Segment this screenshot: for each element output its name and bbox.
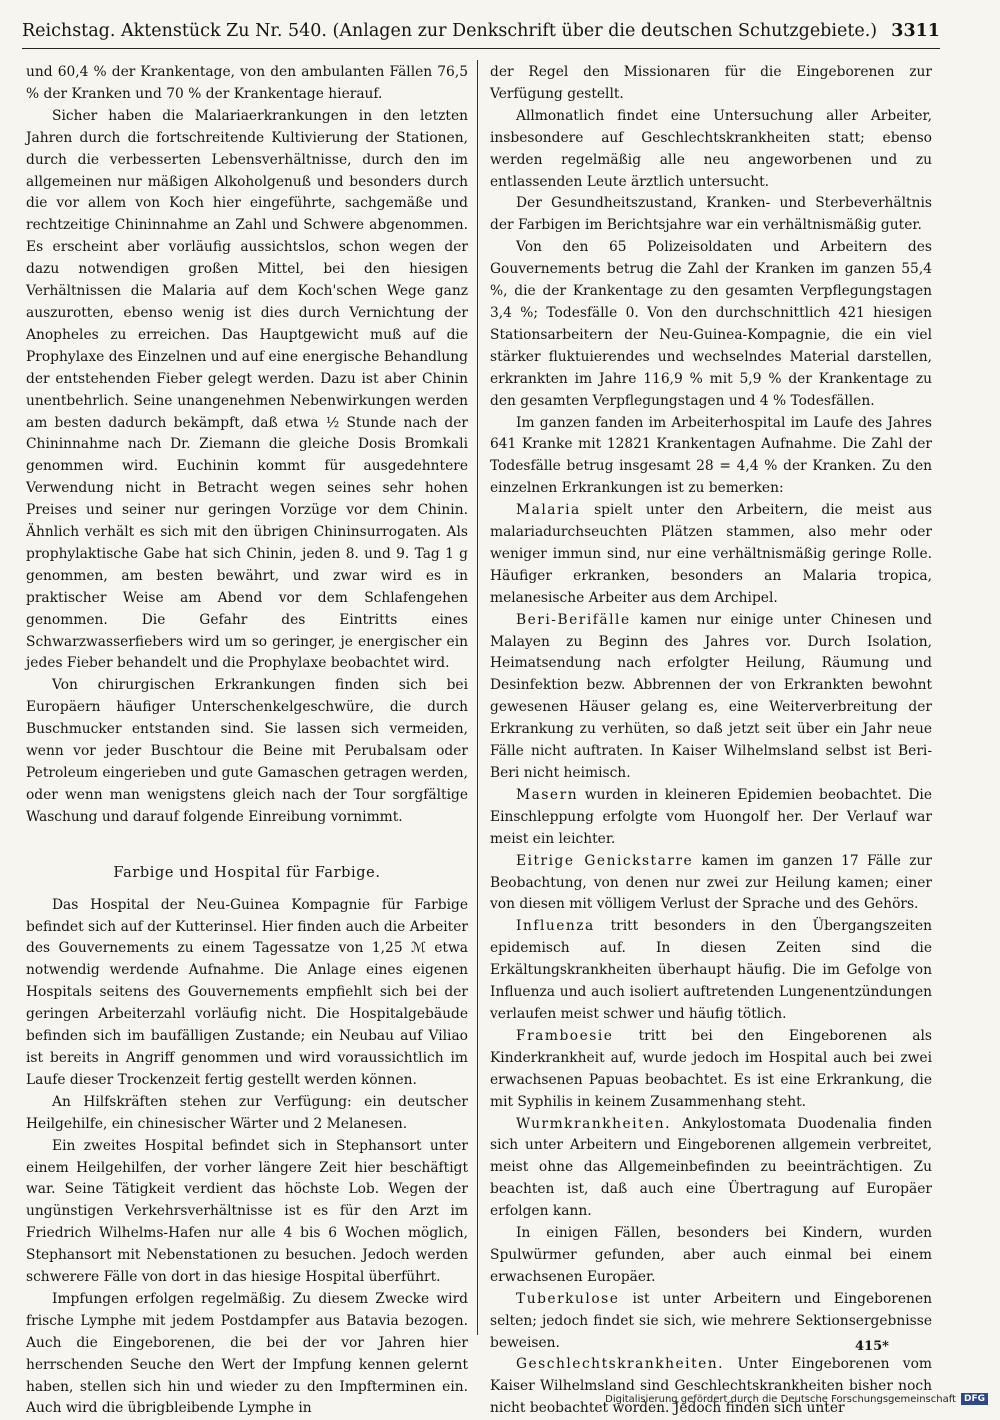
paragraph: Das Hospital der Neu-Guinea Kompagnie für Farbige befindet sich auf der Kutterinsel. Hier finden auch die Arbeiter des Gouvernements zu einem Tagessatze von 1,25 ℳ etwa notwendig werdende Aufnahme. Die Anlage eines eigenen Hospitals seitens des Gouvernements empfiehlt sich bei der geringen Arbeiterzahl vorläufig nicht. Die Hospitalgebäude befinden sich im baufälligen Zustande; ein Neubau auf Viliao ist bereits in Angriff genommen und wird voraussichtlich im Laufe dieser Trockenzeit fertig gestellt werden können. <box>26 896 468 1088</box>
dfg-logo-icon: DFG <box>961 1393 988 1405</box>
paragraph-wurm: Wurmkrankheiten. Ankylostomata Duodenalia finden sich unter Arbeitern und Eingeborenen allgemein verbreitet, meist ohne das Allgemeinbefinden zu beeinträchtigen. Zu beachten ist, daß auch eine Übertragung auf Europäer erfolgen kann. <box>490 1115 932 1220</box>
section-heading: Farbige und Hospital für Farbige. <box>113 864 381 881</box>
header-title: Reichstag. Aktenstück Zu Nr. 540. (Anlagen zur Denkschrift über die deutschen Schutzgebiete.) <box>22 21 878 41</box>
paragraph-genickstarre: Eitrige Genickstarre kamen im ganzen 17 Fälle zur Beobachtung, von denen nur zwei zur Heilung kamen; einer von diesen mit völligem Verlust der Sprache und des Gehörs. <box>490 852 933 913</box>
paragraph: In einigen Fällen, besonders bei Kindern, wurden Spulwürmer gefunden, aber auch einmal bei einem erwachsenen Europäer. <box>490 1225 932 1285</box>
term-genickstarre: Eitrige Genickstarre <box>516 852 694 869</box>
term-framboesie: Framboesie <box>516 1027 614 1044</box>
paragraph-masern: Masern wurden in kleineren Epidemien beobachtet. Die Einschleppung erfolgte vom Huongolf her. Der Verlauf war meist ein leichter. <box>490 786 932 847</box>
footer <box>605 1393 988 1405</box>
right-column <box>490 62 932 1420</box>
paragraph-framboesie: Framboesie tritt bei den Eingeborenen als Kinderkrankheit auf, wurde jedoch im Hospital auch bei zwei erwachsenen Papuas beobachtet. Es ist eine Erkrankung, die mit Syphilis in keinem Zusammenhang steht. <box>490 1027 932 1110</box>
paragraph: Sicher haben die Malariaerkrankungen in den letzten Jahren durch die fortschreitende Kultivierung der Stationen, durch die verbesserten Lebensverhältnisse, durch den im allgemeinen nur mäßigen Alkoholgenuß und besonders durch die vor allem von Koch hier eingeführte, sachgemäße und rechtzeitige Chininnahme an Zahl und Schwere abgenommen. Es erscheint aber vorläufig aussichtslos, schon wegen der dazu notwendigen großen Mittel, bei den hiesigen Verhältnissen die Malaria auf dem Koch'schen Wege ganz auszurotten, ebenso wenig ist dies durch Vernichtung der Anopheles zu erreichen. Das Hauptgewicht muß auf die Prophylaxe des Einzelnen und auf eine energische Behandlung der entstehenden Fieber gelegt werden. Dazu ist aber Chinin unentbehrlich. Seine unangenehmen Nebenwirkungen werden am besten dadurch bekämpft, daß etwa ½ Stunde nach der Chininnahme nach Dr. Ziemann die gleiche Dosis Bromkali genommen wird. Euchinin kommt für ausgedehntere Verwendung nicht in Betracht wegen seines sehr hohen Preises und seiner nur geringen Vorzüge vor dem Chinin. Ähnlich verhält es sich mit den übrigen Chininsurrogaten. Als prophylaktische Gabe hat sich Chinin, jeden 8. und 9. Tag 1 g genommen, am besten bewährt, und zwar wird es in praktischer Weise am Abend vor dem Schlafengehen genommen. Die Gefahr des Eintritts eines Schwarzwasserfiebers wird um so geringer, je energischer ein jedes Fieber behandelt und die Prophylaxe beobachtet wird. <box>26 107 468 672</box>
paragraph: Ein zweites Hospital befindet sich in Stephansort unter einem Heilgehilfen, der vorher längere Zeit hier beschäftigt war. Seine Tätigkeit verdient das höchste Lob. Wegen der ungünstigen Verkehrsverhältnisse ist es für den Arzt im Friedrich Wilhelms-Hafen nur alle 4 bis 6 Wochen möglich, Stephansort mit Nebenstationen zu besuchen. Jedoch werden schwerere Fälle von dort in das hiesige Hospital überführt. <box>26 1137 468 1286</box>
page-header <box>22 14 940 49</box>
paragraph: Allmonatlich findet eine Untersuchung aller Arbeiter, insbesondere auf Geschlechtskrankheiten statt; ebenso werden regelmäßig alle neu angeworbenen und zu entlassenden Leute ärztlich untersucht. <box>490 107 932 190</box>
signature-mark: 415* <box>855 1339 889 1354</box>
page-number: 3311 <box>891 21 940 41</box>
paragraph-geschlecht: Geschlechtskrankheiten. Unter Eingeborenen vom Kaiser Wilhelmsland sind Geschlechtskrankheiten bisher noch nicht beobachtet worden. Jedoch finden sich unter <box>490 1356 932 1417</box>
paragraph-tuberkulose: Tuberkulose ist unter Arbeitern und Eingeborenen selten; jedoch findet sie sich, wie mehrere Sektionsergebnisse beweisen. <box>490 1290 932 1351</box>
paragraph: Von den 65 Polizeisoldaten und Arbeitern des Gouvernements betrug die Zahl der Kranken im ganzen 55,4 %, die der Krankentage zu den gesamten Verpflegungstagen 3,4 %; Todesfälle 0. Von den durchschnittlich 421 hiesigen Stationsarbeitern der Neu-Guinea-Kompagnie, die ein viel stärker fluktuierendes und wechselndes Material darstellen, erkrankten im Jahre 116,9 % mit 5,9 % der Krankentage zu den gesamten Verpflegungstagen und 4 % Todesfällen. <box>490 239 932 409</box>
term-tuberkulose: Tuberkulose <box>516 1290 620 1307</box>
paragraph: der Regel den Missionaren für die Eingeborenen zur Verfügung gestellt. <box>490 64 932 102</box>
term-wurm: Wurmkrankheiten. <box>516 1115 672 1132</box>
column-divider <box>477 60 478 1335</box>
footer-text: Digitalisierung gefördert durch die Deutsche Forschungsgemeinschaft <box>605 1393 956 1405</box>
paragraph: An Hilfskräften stehen zur Verfügung: ein deutscher Heilgehilfe, ein chinesischer Wärter und 2 Melanesen. <box>26 1093 468 1132</box>
term-beriberi: Beri-Berifälle <box>516 611 631 628</box>
paragraph-beriberi: Beri-Berifälle kamen nur einige unter Chinesen und Malayen zu Beginn des Jahres vor. Durch Isolation, Heimatsendung nach erfolgter Heilung, Räumung und Desinfektion bezw. Abbrennen der von Erkrankten bewohnt gewesenen Häuser gelang es, eine Weiterverbreitung der Erkrankung zu verhüten, so daß jetzt seit über ein Jahr neue Fälle nicht auftraten. In Kaiser Wilhelmsland selbst ist Beri-Beri nicht heimisch. <box>490 611 932 781</box>
term-geschlecht: Geschlechtskrankheiten. <box>516 1356 725 1373</box>
term-malaria: Malaria <box>516 502 581 519</box>
paragraph: Impfungen erfolgen regelmäßig. Zu diesem Zwecke wird frische Lymphe mit jedem Postdampfer aus Batavia bezogen. Auch die Eingeborenen, die bei der vor Jahren hier herrschenden Seuche den Wert der Impfung kennen gelernt haben, stellen sich hin und wieder zu den Impfterminen ein. Auch wird die übrigbleibende Lymphe in <box>26 1290 468 1417</box>
paragraph-malaria: Malaria spielt unter den Arbeitern, die meist aus malariadurchseuchten Plätzen stammen, also mehr oder weniger immun sind, nur eine verhältnismäßig geringe Rolle. Häufiger erkranken, besonders an Malaria tropica, melanesische Arbeiter aus dem Archipel. <box>490 502 932 606</box>
left-column <box>26 62 468 1420</box>
term-masern: Masern <box>516 786 579 803</box>
paragraph: Von chirurgischen Erkrankungen finden sich bei Europäern häufiger Unterschenkelgeschwüre, die durch Buschmucker entstanden sind. Sie lassen sich vermeiden, wenn vor jeder Buschtour die Beine mit Perubalsam oder Petroleum eingerieben und gute Gamaschen getragen werden, oder wenn man wenigstens gleich nach der Tour sorgfältige Waschung und darauf folgende Einreibung vornimmt. <box>26 677 468 825</box>
term-influenza: Influenza <box>516 918 595 935</box>
paragraph-influenza: Influenza tritt besonders in den Übergangszeiten epidemisch auf. In diesen Zeiten sind die Erkältungskrankheiten überhaupt häufig. Die im Gefolge von Influenza und auch isoliert auftretenden Lungenentzündungen verlaufen meist schwer und häufig tötlich. <box>490 918 932 1022</box>
paragraph: und 60,4 % der Krankentage, von den ambulanten Fällen 76,5 % der Kranken und 70 % der Krankentage hierauf. <box>26 64 468 102</box>
paragraph: Im ganzen fanden im Arbeiterhospital im Laufe des Jahres 641 Kranke mit 12821 Krankentagen Aufnahme. Die Zahl der Todesfälle betrug insgesamt 28 = 4,4 % der Kranken. Zu den einzelnen Erkrankungen ist zu bemerken: <box>490 414 932 497</box>
paragraph: Der Gesundheitszustand, Kranken- und Sterbeverhältnis der Farbigen im Berichtsjahre war ein verhältnismäßig guter. <box>490 195 932 234</box>
